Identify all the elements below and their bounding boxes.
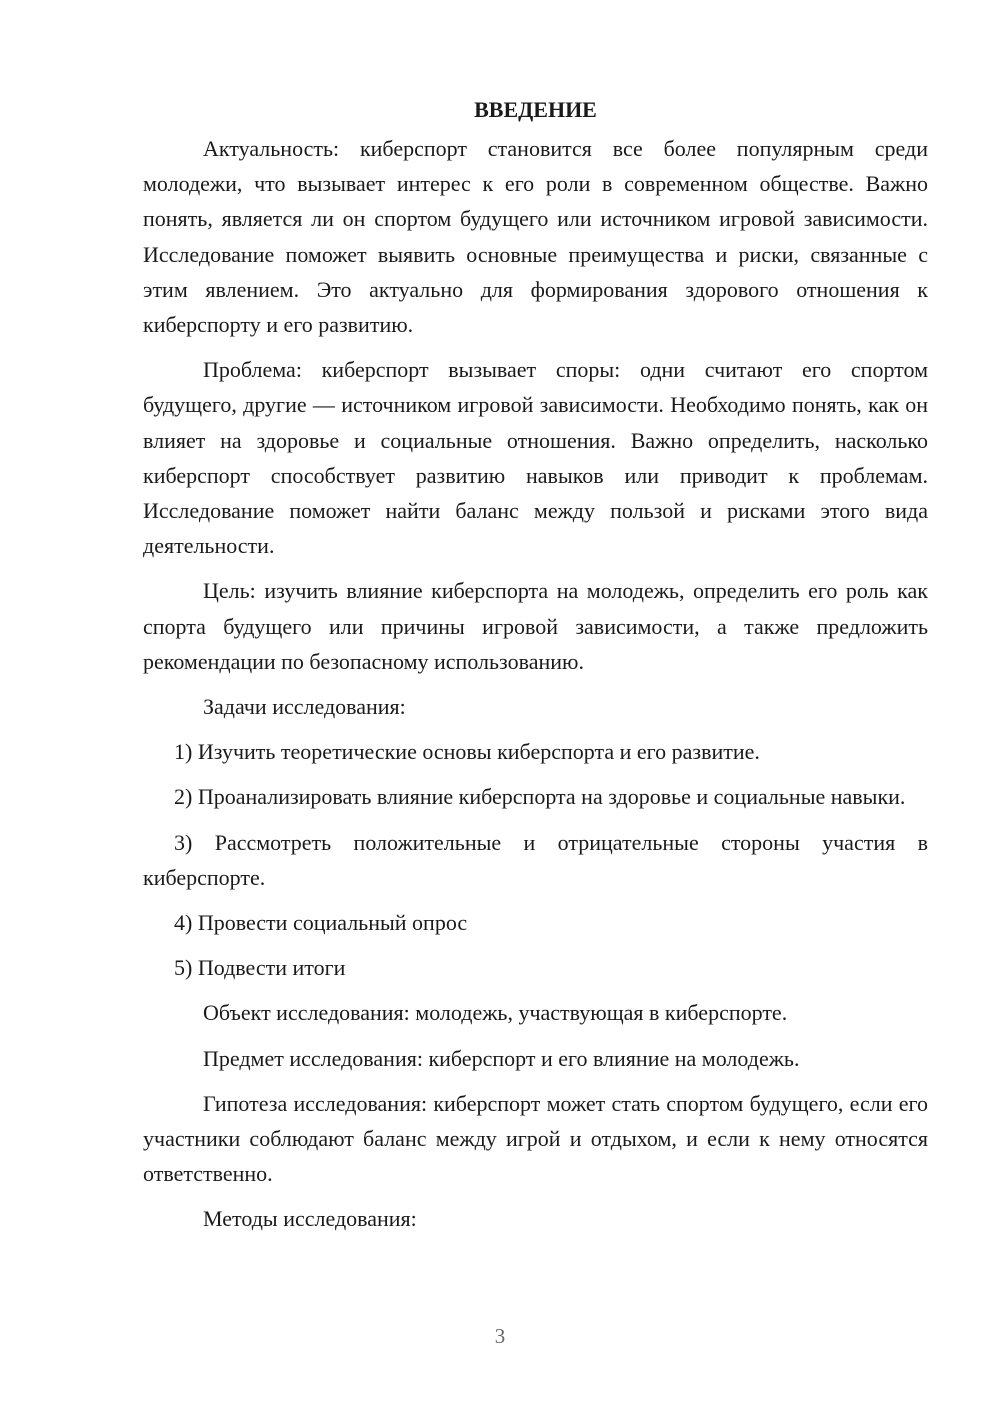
task-item: 2) Проанализировать влияние киберспорта на здоровье и социальные навыки. <box>174 784 906 810</box>
tasks-list <box>143 734 928 985</box>
relevance-paragraph: Актуальность: киберспорт становится все более популярным среди молодежи, что вызывает интерес к его роли в современном обществе. Важно понять, является ли он спортом будущего или источником игровой зависимости. Исследование поможет выявить основные преимущества и риски, связанные с этим явлением. Это актуально для формирования здорового отношения к киберспорту и его развитию. <box>143 136 928 338</box>
task-item: 1) Изучить теоретические основы киберспорта и его развитие. <box>174 739 760 765</box>
document-page <box>143 92 928 1247</box>
goal-paragraph: Цель: изучить влияние киберспорта на молодежь, определить его роль как спорта будущего или причины игровой зависимости, а также предложить рекомендации по безопасному использованию. <box>143 578 928 674</box>
page-number: 3 <box>494 1324 506 1348</box>
document-title: ВВЕДЕНИЕ <box>474 97 597 122</box>
task-item: 5) Подвести итоги <box>174 955 346 981</box>
object-paragraph: Объект исследования: молодежь, участвующая в киберспорте. <box>203 1000 788 1026</box>
hypothesis-paragraph: Гипотеза исследования: киберспорт может стать спортом будущего, если его участники соблюдают баланс между игрой и отдыхом, и если к нему относятся ответственно. <box>143 1090 928 1187</box>
problem-paragraph: Проблема: киберспорт вызывает споры: одни считают его спортом будущего, другие — источником игровой зависимости. Необходимо понять, как он влияет на здоровье и социальные отношения. Важно определить, насколько киберспорт способствует развитию навыков или приводит к проблемам. Исследование поможет найти баланс между пользой и рисками этого вида деятельности. <box>143 357 928 559</box>
task-item: 4) Провести социальный опрос <box>174 910 468 936</box>
methods-heading: Методы исследования: <box>203 1206 417 1232</box>
task-item: 3) Рассмотреть положительные и отрицательные стороны участия в киберспорте. <box>143 829 928 890</box>
subject-paragraph: Предмет исследования: киберспорт и его влияние на молодежь. <box>203 1045 800 1071</box>
tasks-heading: Задачи исследования: <box>203 694 406 720</box>
